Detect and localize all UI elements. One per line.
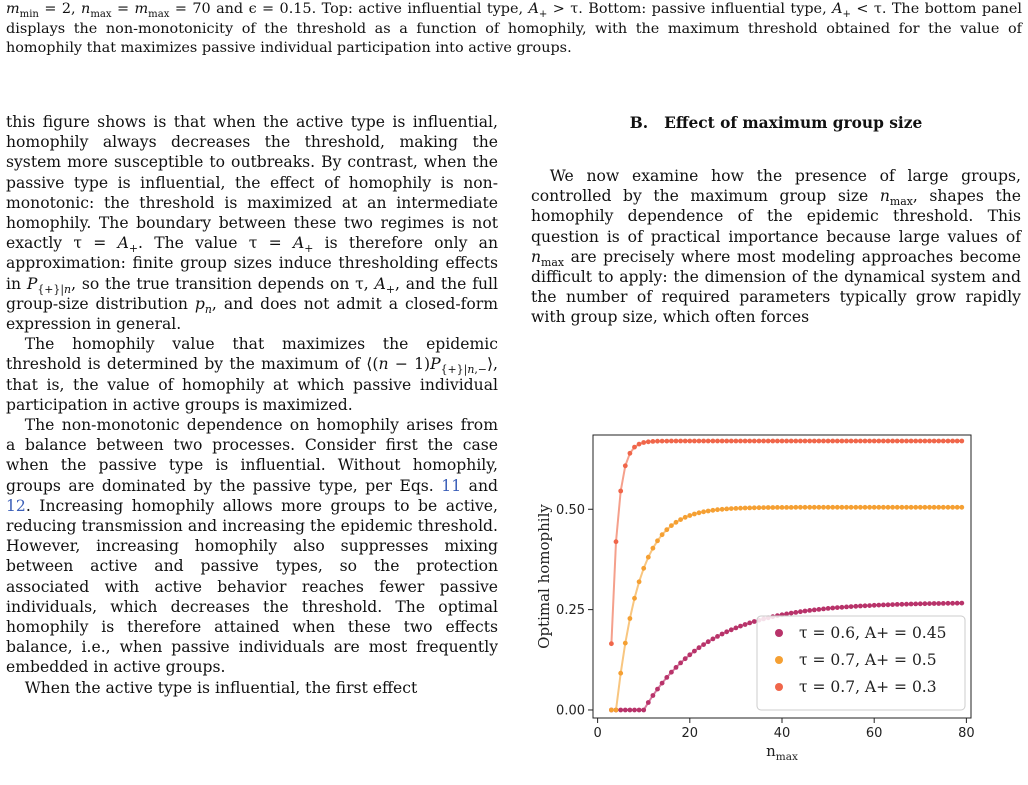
series-2-point	[738, 506, 743, 511]
series-1-point	[817, 607, 822, 612]
series-1-point	[881, 603, 886, 608]
series-1-point	[632, 708, 637, 713]
series-3-point	[752, 439, 757, 444]
series-1-point	[923, 601, 928, 606]
series-3-point	[807, 439, 812, 444]
series-2-point	[858, 505, 863, 510]
series-3-point	[761, 439, 766, 444]
series-1-point	[618, 708, 623, 713]
series-3-point	[674, 439, 679, 444]
series-2-point	[734, 506, 739, 511]
series-3-point	[678, 439, 683, 444]
series-2-point	[632, 596, 637, 601]
series-1-point	[900, 602, 905, 607]
series-1-point	[955, 601, 960, 606]
series-3-point	[770, 439, 775, 444]
series-2-point	[840, 505, 845, 510]
series-3-point	[729, 439, 734, 444]
series-2-point	[747, 506, 752, 511]
series-1-point	[844, 605, 849, 610]
series-3-point	[711, 439, 716, 444]
series-3-point	[734, 439, 739, 444]
series-2-point	[660, 532, 665, 537]
series-3-point	[817, 439, 822, 444]
series-2-point	[761, 505, 766, 510]
equation-ref-12[interactable]: 12	[6, 496, 26, 515]
series-3-point	[932, 439, 937, 444]
x-tick-label: 0	[593, 726, 602, 741]
series-1-point	[904, 602, 909, 607]
legend-label-1: τ = 0.6, A+ = 0.45	[799, 624, 947, 642]
series-1-point	[655, 687, 660, 692]
series-3-point	[664, 439, 669, 444]
series-2-point	[830, 505, 835, 510]
series-3-point	[637, 442, 642, 447]
series-2-point	[927, 505, 932, 510]
series-1-point	[623, 708, 628, 713]
series-1-point	[793, 610, 798, 615]
series-2-point	[623, 641, 628, 646]
series-3-point	[720, 439, 725, 444]
series-2-point	[904, 505, 909, 510]
series-1-point	[701, 642, 706, 647]
series-3-point	[904, 439, 909, 444]
x-tick-label: 60	[865, 726, 883, 741]
series-1-point	[918, 601, 923, 606]
series-1-point	[863, 603, 868, 608]
series-1-point	[946, 601, 951, 606]
series-3-point	[876, 439, 881, 444]
series-2-point	[923, 505, 928, 510]
series-3-point	[803, 439, 808, 444]
series-3-point	[651, 439, 656, 444]
series-1-point	[646, 700, 651, 705]
series-2-point	[872, 505, 877, 510]
series-3-point	[849, 439, 854, 444]
series-1-point	[697, 645, 702, 650]
series-2-point	[890, 505, 895, 510]
series-2-point	[692, 512, 697, 517]
series-1-point	[674, 665, 679, 670]
series-2-point	[780, 505, 785, 510]
series-3-point	[918, 439, 923, 444]
series-2-point	[724, 507, 729, 512]
series-3-point	[881, 439, 886, 444]
series-2-point	[909, 505, 914, 510]
series-1-point	[895, 602, 900, 607]
series-2-point	[711, 508, 716, 513]
series-1-point	[789, 611, 794, 616]
series-2-point	[876, 505, 881, 510]
series-2-point	[936, 505, 941, 510]
series-3-point	[863, 439, 868, 444]
series-1-point	[890, 602, 895, 607]
series-2-point	[798, 505, 803, 510]
series-3-point	[936, 439, 941, 444]
series-1-point	[628, 708, 633, 713]
series-2-point	[651, 546, 656, 551]
series-2-point	[701, 509, 706, 514]
series-2-point	[835, 505, 840, 510]
series-3-point	[927, 439, 932, 444]
series-2-point	[959, 505, 964, 510]
series-1-point	[876, 603, 881, 608]
left-paragraph-1: this figure shows is that when the active type is influential, homophily always decreases the threshold, making the system more susceptible to outbreaks. By contrast, when the passive type is influential, the effect of homophily is non-monotonic: the threshold is maximized at an intermediate homophily. The boundary between these two regimes is not exactly $\tau = A_+$. The value $\tau = A_+$ is therefore only an approximation: finite group sizes induce thresholding effects in $P_{\{+\}|n}$, so the true transition depends on τ, $A_+$, and the full group-size distribution $p_n$, and does not admit a closed-form expression in general.	[6, 113, 498, 334]
series-2-point	[918, 505, 923, 510]
series-2-point	[646, 555, 651, 560]
series-3-point	[743, 439, 748, 444]
series-2-point	[775, 505, 780, 510]
series-2-point	[803, 505, 808, 510]
series-2-point	[900, 505, 905, 510]
series-3-point	[757, 439, 762, 444]
series-1-point	[660, 681, 665, 686]
series-2-point	[674, 520, 679, 525]
x-axis-title: $n_{max}$	[766, 742, 798, 760]
right-column	[531, 166, 1021, 328]
series-1-point	[641, 708, 646, 713]
series-1-point	[849, 604, 854, 609]
x-tick-label: 20	[681, 726, 699, 741]
series-1-point	[932, 601, 937, 606]
series-3-point	[646, 439, 651, 444]
series-1-point	[729, 627, 734, 632]
series-1-point	[720, 632, 725, 637]
series-1-point	[711, 637, 716, 642]
legend-label-3: τ = 0.7, A+ = 0.3	[799, 678, 937, 696]
y-tick-label: 0.00	[556, 703, 585, 719]
series-2-point	[757, 505, 762, 510]
figure-caption: $m_{min} = 2$, $n_{max} = m_{max} = 70$ and ϵ = 0.15. Top: active influential type, $A_+ > \tau$. Bottom: passive influential type, $A_+ < \tau$. The bottom panel displays the non-monotonicity of the threshold as a function of homophily, with the maximum threshold obtained for the value of homophily that maximizes passive individual participation into active groups.	[6, 1, 1023, 56]
left-column	[6, 112, 498, 698]
series-2-point	[715, 507, 720, 512]
series-2-point	[849, 505, 854, 510]
series-3-point	[909, 439, 914, 444]
series-2-point	[853, 505, 858, 510]
series-3-point	[618, 489, 623, 494]
series-1-point	[651, 693, 656, 698]
series-1-point	[724, 629, 729, 634]
series-3-point	[687, 439, 692, 444]
series-1-point	[821, 607, 826, 612]
series-2-point	[743, 506, 748, 511]
series-1-point	[687, 652, 692, 657]
series-2-point	[807, 505, 812, 510]
series-3-point	[715, 439, 720, 444]
series-3-point	[895, 439, 900, 444]
series-1-point	[941, 601, 946, 606]
series-1-point	[840, 605, 845, 610]
series-2-point	[895, 505, 900, 510]
series-2-point	[881, 505, 886, 510]
series-2-point	[950, 505, 955, 510]
series-3-point	[955, 439, 960, 444]
series-1-point	[950, 601, 955, 606]
series-3-point	[632, 445, 637, 450]
series-2-point	[697, 510, 702, 515]
series-2-point	[678, 517, 683, 522]
series-2-point	[752, 505, 757, 510]
y-tick-label: 0.25	[556, 603, 585, 619]
series-3-point	[724, 439, 729, 444]
y-tick-label: 0.50	[556, 502, 585, 518]
series-2-point	[913, 505, 918, 510]
series-2-point	[817, 505, 822, 510]
series-2-point	[867, 505, 872, 510]
series-2-point	[789, 505, 794, 510]
left-paragraph-2: The homophily value that maximizes the epidemic threshold is determined by the maximum of ⟨(n − $1)P_{\{+\}|n,-}⟩$, that is, the value of homophily at which passive individual participation in active groups is maximized.	[6, 335, 498, 414]
series-3-point	[766, 439, 771, 444]
legend-marker-3	[775, 683, 783, 691]
series-1-point	[853, 604, 858, 609]
left-paragraph-4: When the active type is influential, the first effect	[24, 678, 418, 697]
series-2-point	[821, 505, 826, 510]
legend-label-2: τ = 0.7, A+ = 0.5	[799, 651, 937, 669]
series-3-point	[913, 439, 918, 444]
series-1-point	[747, 621, 752, 626]
section-heading: B. Effect of maximum group size	[629, 114, 923, 132]
series-3-point	[844, 439, 849, 444]
series-3-point	[798, 439, 803, 444]
right-paragraph-1: We now examine how the presence of large groups, controlled by the maximum group size $n_{max}$, shapes the homophily dependence of the epidemic threshold. This question is of practical importance because large values of $n_{max}$ are precisely where most modeling approaches become difficult to apply: the dimension of the dynamical system and the number of required parameters typically grow rapidly with group size, which often forces	[531, 167, 1021, 327]
series-1-point	[927, 601, 932, 606]
series-2-point	[641, 566, 646, 571]
series-1-point	[752, 619, 757, 624]
y-axis-title: Optimal homophily	[535, 504, 553, 649]
series-2-point	[863, 505, 868, 510]
series-2-point	[844, 505, 849, 510]
series-3-point	[941, 439, 946, 444]
series-3-point	[780, 439, 785, 444]
series-2-point	[614, 708, 619, 713]
series-3-point	[697, 439, 702, 444]
series-3-point	[826, 439, 831, 444]
series-3-point	[886, 439, 891, 444]
series-1-point	[909, 602, 914, 607]
series-1-point	[872, 603, 877, 608]
series-3-point	[959, 439, 964, 444]
series-3-point	[641, 440, 646, 445]
series-2-point	[609, 708, 614, 713]
series-3-point	[853, 439, 858, 444]
series-3-point	[692, 439, 697, 444]
series-1-point	[936, 601, 941, 606]
series-2-point	[946, 505, 951, 510]
series-2-point	[932, 505, 937, 510]
series-3-point	[660, 439, 665, 444]
series-2-point	[770, 505, 775, 510]
series-2-point	[637, 579, 642, 584]
series-1-point	[798, 609, 803, 614]
series-2-point	[793, 505, 798, 510]
series-3-point	[789, 439, 794, 444]
series-1-point	[812, 608, 817, 613]
series-2-point	[687, 513, 692, 518]
series-2-point	[812, 505, 817, 510]
series-1-point	[886, 602, 891, 607]
series-2-point	[628, 616, 633, 621]
series-1-point	[715, 634, 720, 639]
series-2-point	[706, 509, 711, 514]
series-2-point	[766, 505, 771, 510]
series-3-point	[858, 439, 863, 444]
series-3-point	[812, 439, 817, 444]
series-3-point	[950, 439, 955, 444]
series-1-point	[637, 708, 642, 713]
series-1-point	[858, 604, 863, 609]
series-1-point	[803, 609, 808, 614]
series-3-point	[701, 439, 706, 444]
series-3-point	[706, 439, 711, 444]
series-2-point	[784, 505, 789, 510]
series-3-point	[623, 463, 628, 468]
series-3-point	[835, 439, 840, 444]
series-1-point	[913, 602, 918, 607]
series-2-point	[955, 505, 960, 510]
series-1-point	[664, 675, 669, 680]
series-1-point	[706, 639, 711, 644]
series-1-point	[826, 606, 831, 611]
series-1-point	[734, 626, 739, 631]
series-3-point	[872, 439, 877, 444]
series-2-point	[655, 538, 660, 543]
x-tick-label: 80	[958, 726, 975, 741]
series-1-point	[835, 605, 840, 610]
series-2-point	[826, 505, 831, 510]
series-3-point	[830, 439, 835, 444]
series-2-point	[669, 523, 674, 528]
series-1-point	[683, 656, 688, 661]
series-3-point	[840, 439, 845, 444]
legend-marker-1	[775, 629, 783, 637]
series-1-point	[830, 606, 835, 611]
series-1-point	[743, 622, 748, 627]
series-1-point	[807, 608, 812, 613]
series-2-point	[720, 507, 725, 512]
series-1-point	[959, 601, 964, 606]
series-3-point	[775, 439, 780, 444]
series-3-point	[923, 439, 928, 444]
series-3-point	[890, 439, 895, 444]
series-3-point	[747, 439, 752, 444]
equation-ref-11[interactable]: 11	[441, 476, 462, 495]
series-3-point	[669, 439, 674, 444]
series-2-point	[886, 505, 891, 510]
series-3-point	[784, 439, 789, 444]
series-3-point	[867, 439, 872, 444]
x-tick-label: 40	[773, 726, 791, 741]
series-3-point	[793, 439, 798, 444]
series-1-point	[738, 624, 743, 629]
series-1-point	[867, 603, 872, 608]
series-3-point	[628, 451, 633, 456]
series-1-point	[692, 649, 697, 654]
optimal-homophily-chart	[528, 430, 978, 760]
series-3-point	[738, 439, 743, 444]
series-3-point	[655, 439, 660, 444]
series-2-point	[664, 527, 669, 532]
series-2-point	[941, 505, 946, 510]
series-2-point	[683, 515, 688, 520]
series-2-point	[618, 671, 623, 676]
series-3-point	[609, 641, 614, 646]
series-1-point	[669, 670, 674, 675]
series-3-point	[614, 539, 619, 544]
series-3-point	[821, 439, 826, 444]
series-3-point	[946, 439, 951, 444]
series-1-point	[678, 661, 683, 666]
series-3-point	[683, 439, 688, 444]
series-2-point	[729, 506, 734, 511]
left-paragraph-3: The non-monotonic dependence on homophily arises from a balance between two processes. Consider first the case when the passive type is influential. Without homophily, groups are dominated by the passive type, per Eqs. 11 and 12. Increasing homophily allows more groups to be active, reducing transmission and increasing the epidemic threshold. However, increasing homophily also suppresses mixing between active and passive types, so the protection associated with active behavior reaches fewer passive individuals, which decreases the threshold. The optimal homophily is therefore attained when these two effects balance, i.e., when passive individuals are most frequently embedded in active groups.	[6, 416, 498, 677]
legend-marker-2	[775, 656, 783, 664]
series-3-point	[900, 439, 905, 444]
